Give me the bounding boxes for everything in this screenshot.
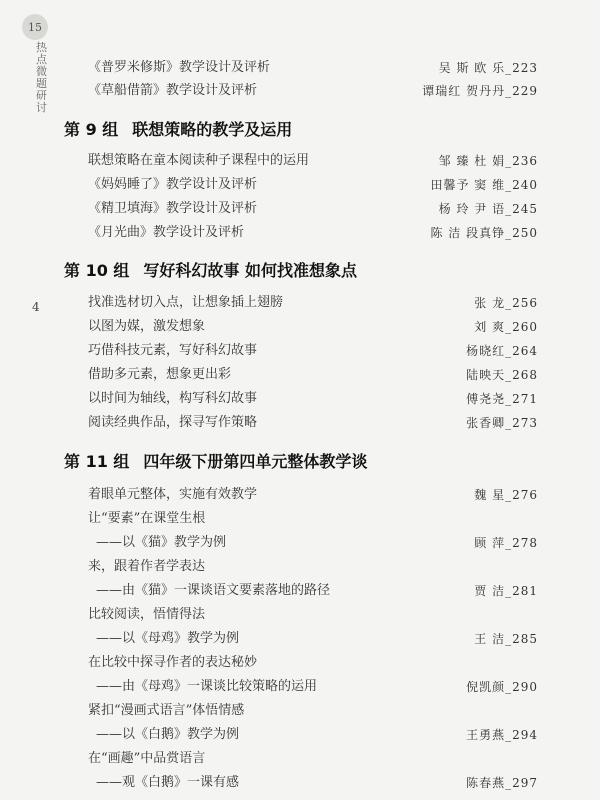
entry-author-page: 吴 斯 欧 乐_223 [438,61,538,75]
entry-author-page: 王勇燕_294 [466,728,538,742]
toc-entry[interactable] [88,700,538,722]
entry-subtitle: ——由《猫》一课谈语文要素落地的路径 [96,583,331,598]
entry-title: 着眼单元整体，实施有效教学 [88,487,258,502]
toc-entry[interactable] [88,57,538,79]
entry-subtitle: ——由《母鸡》一课谈比较策略的运用 [96,679,318,694]
entry-author-page: 谭瑞红 贺丹丹_229 [422,84,538,98]
group-number: 第 9 组 [64,120,119,139]
entry-title: 紧扣“漫画式语言”体悟情感 [88,703,245,718]
entry-title: 《精卫填海》教学设计及评析 [88,201,258,216]
entry-title: 比较阅读，悟情得法 [88,607,206,622]
toc-entry[interactable] [88,388,538,410]
entry-title: 让“要素”在课堂生根 [88,511,206,526]
entry-subtitle: ——观《白鹅》一课有感 [96,775,240,790]
entry-author-page: 魏 星_276 [474,488,538,502]
entry-author-page: 陈春燕_297 [466,776,538,790]
entry-author-page: 刘 爽_260 [474,320,538,334]
group-name: 四年级下册第四单元整体教学谈 [143,452,368,471]
page-number: 4 [32,300,40,314]
toc-entry[interactable] [88,80,538,102]
entry-title: 以时间为轴线，构写科幻故事 [88,391,258,406]
toc-entry[interactable] [88,174,538,196]
entry-title: 《妈妈睡了》教学设计及评析 [88,177,258,192]
toc-entry[interactable] [88,222,538,244]
side-column-label: 热点微题研讨 [36,41,47,114]
entry-author-page: 王 洁_285 [474,632,538,646]
entry-author-page: 陈 洁 段真铮_250 [430,226,538,240]
entry-author-page: 张香卿_273 [466,416,538,430]
entry-title: 《月光曲》教学设计及评析 [88,225,245,240]
entry-author-page: 顾 萍_278 [474,536,538,550]
toc-entry[interactable] [88,198,538,220]
volume-number: 15 [28,20,42,34]
toc-entry[interactable] [88,652,538,674]
entry-author-page: 杨 玲 尹 语_245 [438,202,538,216]
entry-subtitle: ——以《白鹅》教学为例 [96,727,240,742]
toc-entry[interactable] [88,628,538,650]
toc-entry[interactable] [88,292,538,314]
toc-entry[interactable] [88,532,538,554]
group-heading [64,258,357,284]
toc-entry[interactable] [88,580,538,602]
toc-entry[interactable] [88,412,538,434]
entry-author-page: 陆映天_268 [466,368,538,382]
entry-title: 找准选材切入点，让想象插上翅膀 [88,295,284,310]
entry-title: 联想策略在童本阅读种子课程中的运用 [88,153,310,168]
toc-entry[interactable] [88,508,538,530]
toc-entry[interactable] [88,556,538,578]
entry-title: 以图为媒，激发想象 [88,319,206,334]
entry-author-page: 傅尧尧_271 [466,392,538,406]
entry-author-page: 田馨予 窦 维_240 [430,178,538,192]
toc-entry[interactable] [88,340,538,362]
toc-entry[interactable] [88,772,538,794]
group-name: 联想策略的教学及运用 [132,120,293,139]
toc-entry[interactable] [88,748,538,770]
entry-title: 《普罗米修斯》教学设计及评析 [88,60,271,75]
toc-entry[interactable] [88,150,538,172]
entry-author-page: 杨晓红_264 [466,344,538,358]
group-name: 写好科幻故事 如何找准想象点 [143,261,357,280]
entry-author-page: 倪凯颜_290 [466,680,538,694]
entry-title: 《草船借箭》教学设计及评析 [88,83,258,98]
entry-title: 巧借科技元素，写好科幻故事 [88,343,258,358]
entry-author-page: 张 龙_256 [474,296,538,310]
toc-entry[interactable] [88,604,538,626]
toc-entry[interactable] [88,484,538,506]
group-number: 第 10 组 [64,261,130,280]
toc-entry[interactable] [88,316,538,338]
toc-entry[interactable] [88,364,538,386]
toc-entry[interactable] [88,724,538,746]
entry-subtitle: ——以《母鸡》教学为例 [96,631,240,646]
group-heading [64,449,367,475]
entry-author-page: 邹 臻 杜 娟_236 [438,154,538,168]
entry-author-page: 贾 洁_281 [474,584,538,598]
entry-title: 在“画趣”中品赏语言 [88,751,206,766]
toc-entry[interactable] [88,676,538,698]
entry-title: 借助多元素，想象更出彩 [88,367,232,382]
entry-title: 阅读经典作品，探寻写作策略 [88,415,258,430]
group-heading [64,117,292,143]
entry-title: 来，跟着作者学表达 [88,559,206,574]
entry-subtitle: ——以《猫》教学为例 [96,535,227,550]
group-number: 第 11 组 [64,452,130,471]
entry-title: 在比较中探寻作者的表达秘妙 [88,655,258,670]
volume-badge [22,14,48,40]
